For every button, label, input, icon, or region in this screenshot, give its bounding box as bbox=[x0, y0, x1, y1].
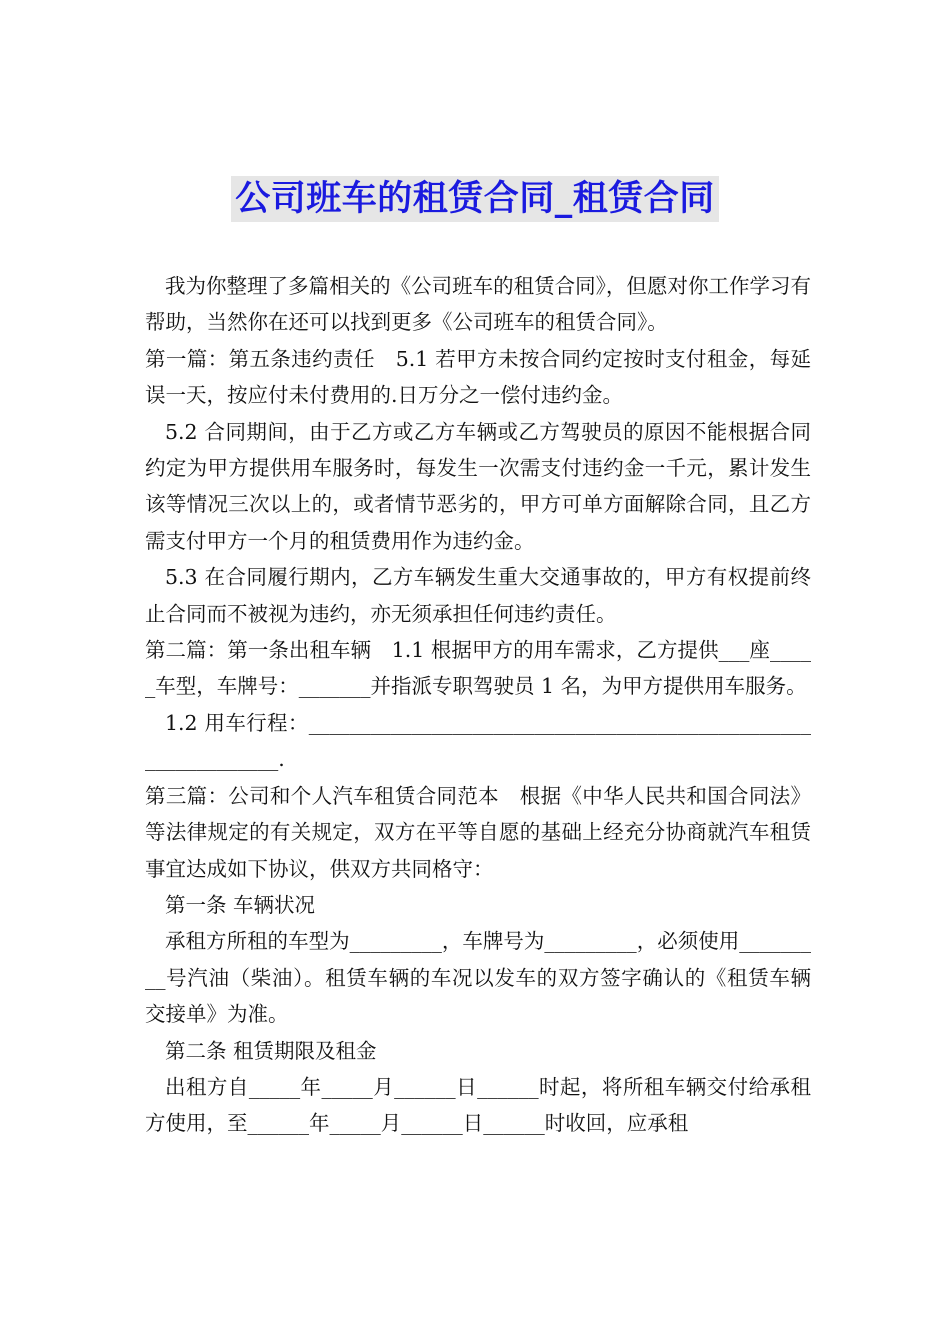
title-container bbox=[0, 176, 950, 222]
document-body bbox=[145, 268, 811, 1142]
paragraph-part3-intro: 第三篇：公司和个人汽车租赁合同范本 根据《中华人民共和国合同法》等法律规定的有关规定，双方在平等自愿的基础上经充分协商就汽车租赁事宜达成如下协议，供双方共同格守： bbox=[145, 783, 811, 881]
heading-article-1: 第一条 车辆状况 bbox=[165, 892, 316, 917]
paragraph-5-3: 5.3 在合同履行期内，乙方车辆发生重大交通事故的，甲方有权提前终止合同而不被视为违约，亦无须承担任何违约责任。 bbox=[145, 565, 811, 626]
paragraph-part1-5-1: 第一篇：第五条违约责任 5.1 若甲方未按合同约定按时支付租金，每延误一天，按应付未付费用的.日万分之一偿付违约金。 bbox=[145, 346, 811, 408]
paragraph-article-2: 出租方自_____年_____月______日______时起，将所租车辆交付给承租方使用，至______年_____月______日______时收回，应承租 bbox=[145, 1074, 811, 1136]
paragraph-part2-1-1: 第二篇：第一条出租车辆 1.1 根据甲方的用车需求，乙方提供___座_____车型，车牌号：_______并指派专职驾驶员 1 名，为甲方提供用车服务。 bbox=[145, 638, 811, 699]
paragraph-article-1: 承租方所租的车型为_________，车牌号为_________，必须使用_________号汽油（柴油）。租赁车辆的车况以发车的双方签字确认的《租赁车辆交接单》为准。 bbox=[145, 929, 811, 1027]
paragraph-intro: 我为你整理了多篇相关的《公司班车的租赁合同》，但愿对你工作学习有帮助，当然你在还可以找到更多《公司班车的租赁合同》。 bbox=[145, 274, 811, 335]
paragraph-1-2: 1.2 用车行程：______________________________________________________________. bbox=[145, 710, 811, 772]
heading-article-2: 第二条 租赁期限及租金 bbox=[165, 1038, 377, 1063]
paragraph-5-2: 5.2 合同期间，由于乙方或乙方车辆或乙方驾驶员的原因不能根据合同约定为甲方提供用车服务时，每发生一次需支付违约金一千元，累计发生该等情况三次以上的，或者情节恶劣的，甲方可单方面解除合同，且乙方需支付甲方一个月的租赁费用作为违约金。 bbox=[145, 419, 811, 553]
document-title: 公司班车的租赁合同_租赁合同 bbox=[231, 176, 719, 222]
